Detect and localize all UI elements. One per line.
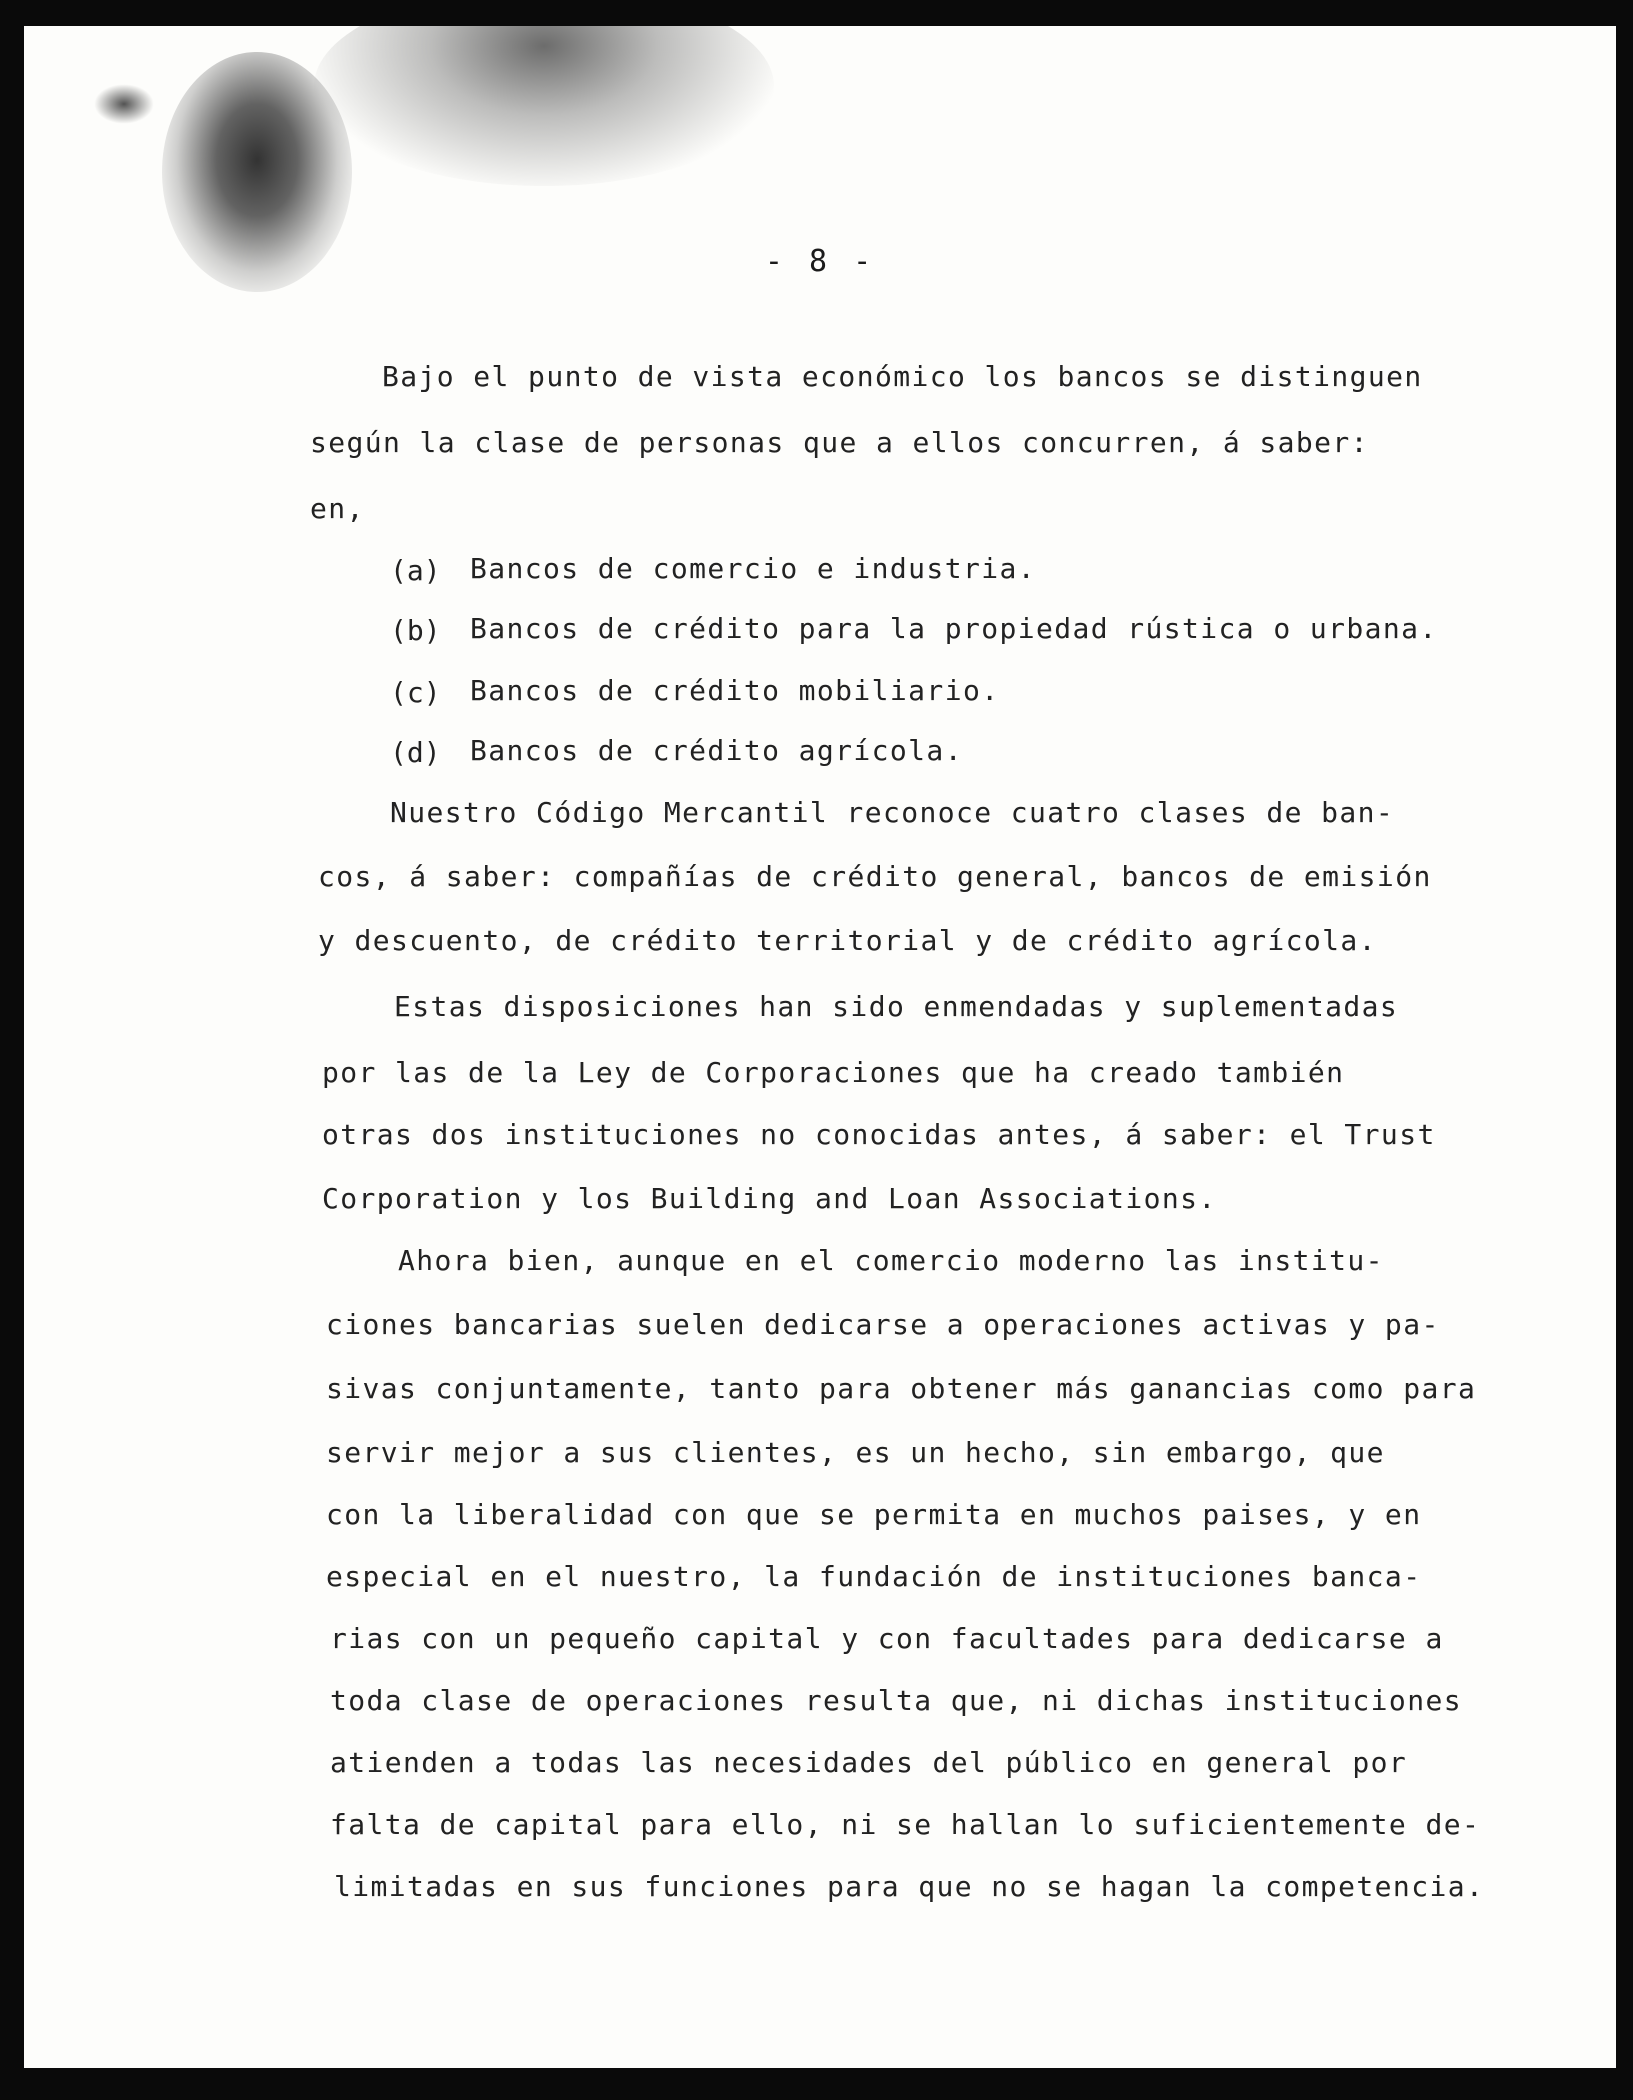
list-item-text: Bancos de crédito para la propiedad rústica o urbana. — [470, 612, 1438, 645]
text-line: Bajo el punto de vista económico los bancos se distinguen — [382, 360, 1423, 393]
text-line: ciones bancarias suelen dedicarse a operaciones activas y pa- — [326, 1308, 1440, 1341]
text-line: especial en el nuestro, la fundación de instituciones banca- — [326, 1560, 1422, 1593]
list-item-text: Bancos de comercio e industria. — [470, 552, 1036, 585]
text-line: limitadas en sus funciones para que no se hagan la competencia. — [334, 1870, 1485, 1903]
page-number: - 8 - — [764, 244, 876, 279]
text-line: Ahora bien, aunque en el comercio moderno las institu- — [398, 1244, 1384, 1277]
text-line: toda clase de operaciones resulta que, ni dichas instituciones — [330, 1684, 1462, 1717]
list-item-text: Bancos de crédito mobiliario. — [470, 674, 1000, 707]
text-line: Estas disposiciones han sido enmendadas y suplementadas — [394, 990, 1399, 1023]
text-line: rias con un pequeño capital y con facultades para dedicarse a — [330, 1622, 1444, 1655]
list-item-label: (a) — [390, 554, 441, 587]
text-line: por las de la Ley de Corporaciones que ha creado también — [322, 1056, 1345, 1089]
text-line: Corporation y los Building and Loan Associations. — [322, 1182, 1217, 1215]
text-line: falta de capital para ello, ni se hallan lo suficientemente de- — [330, 1808, 1481, 1841]
text-line: cos, á saber: compañías de crédito general, bancos de emisión — [318, 860, 1432, 893]
text-line: según la clase de personas que a ellos concurren, á saber: — [310, 426, 1369, 459]
list-item-label: (c) — [390, 676, 441, 709]
text-line: con la liberalidad con que se permita en muchos paises, y en — [326, 1498, 1422, 1531]
list-item-label: (d) — [390, 736, 441, 769]
text-line: y descuento, de crédito territorial y de crédito agrícola. — [318, 924, 1377, 957]
text-line: sivas conjuntamente, tanto para obtener más ganancias como para — [326, 1372, 1477, 1405]
text-line: servir mejor a sus clientes, es un hecho, sin embargo, que — [326, 1436, 1385, 1469]
text-line: Nuestro Código Mercantil reconoce cuatro clases de ban- — [390, 796, 1395, 829]
text-line: otras dos instituciones no conocidas antes, á saber: el Trust — [322, 1118, 1436, 1151]
text-line: en, — [310, 492, 365, 525]
document-page — [24, 26, 1616, 2068]
ink-stain — [314, 26, 774, 186]
ink-stain — [94, 84, 154, 124]
list-item-text: Bancos de crédito agrícola. — [470, 734, 963, 767]
text-line: atienden a todas las necesidades del público en general por — [330, 1746, 1408, 1779]
list-item-label: (b) — [390, 614, 441, 647]
